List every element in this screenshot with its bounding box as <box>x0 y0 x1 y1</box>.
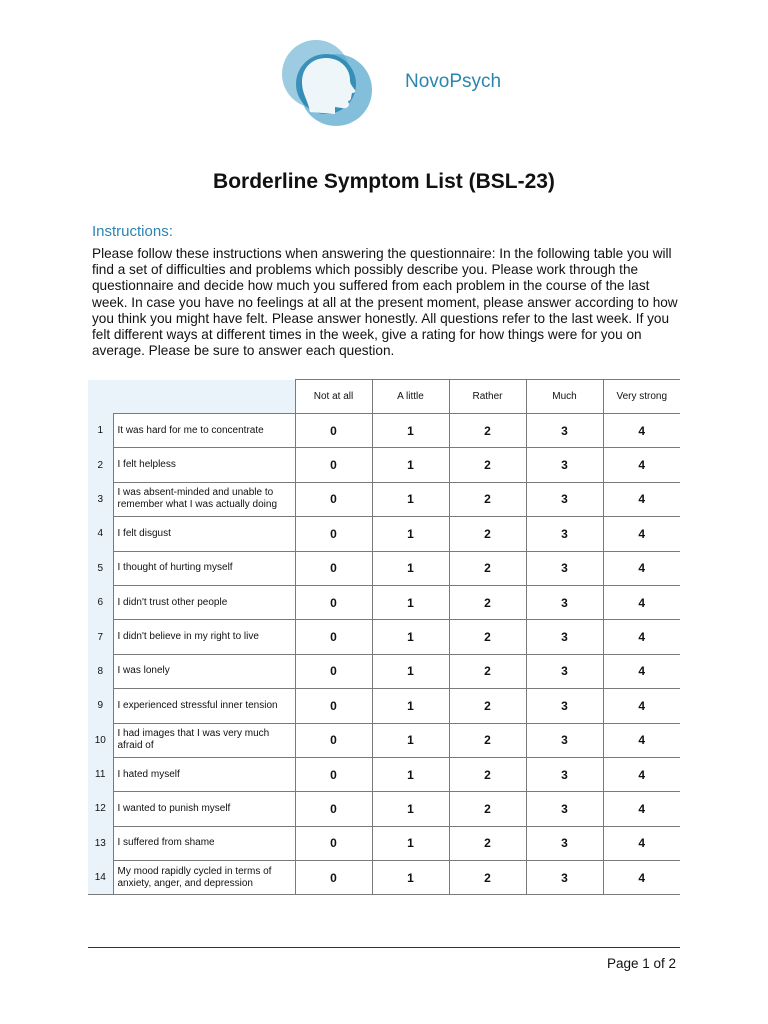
rating-option-3[interactable]: 3 <box>526 414 603 448</box>
rating-option-3[interactable]: 3 <box>526 551 603 585</box>
item-number: 6 <box>88 585 113 619</box>
table-row <box>88 861 680 895</box>
rating-option-3[interactable]: 3 <box>526 517 603 551</box>
rating-option-3[interactable]: 3 <box>526 585 603 619</box>
rating-option-4[interactable]: 4 <box>603 482 680 516</box>
item-number: 5 <box>88 551 113 585</box>
rating-option-2[interactable]: 2 <box>449 551 526 585</box>
brand-name: NovoPsych <box>405 71 502 92</box>
rating-option-3[interactable]: 3 <box>526 757 603 791</box>
rating-option-2[interactable]: 2 <box>449 723 526 757</box>
rating-option-1[interactable]: 1 <box>372 723 449 757</box>
rating-option-0[interactable]: 0 <box>295 826 372 860</box>
rating-option-0[interactable]: 0 <box>295 448 372 482</box>
rating-option-4[interactable]: 4 <box>603 517 680 551</box>
rating-option-2[interactable]: 2 <box>449 414 526 448</box>
table-row <box>88 414 680 448</box>
table-row <box>88 654 680 688</box>
item-number: 11 <box>88 757 113 791</box>
rating-option-0[interactable]: 0 <box>295 757 372 791</box>
item-question: I suffered from shame <box>113 826 295 860</box>
item-question: I didn't believe in my right to live <box>113 620 295 654</box>
novopsych-logo-icon <box>272 34 380 130</box>
column-header-a-little: A little <box>372 380 449 414</box>
rating-option-4[interactable]: 4 <box>603 654 680 688</box>
rating-option-3[interactable]: 3 <box>526 826 603 860</box>
rating-option-4[interactable]: 4 <box>603 757 680 791</box>
rating-option-1[interactable]: 1 <box>372 792 449 826</box>
rating-option-0[interactable]: 0 <box>295 517 372 551</box>
item-question: I didn't trust other people <box>113 585 295 619</box>
item-number: 8 <box>88 654 113 688</box>
table-row <box>88 689 680 723</box>
item-number: 10 <box>88 723 113 757</box>
table-row <box>88 551 680 585</box>
rating-option-2[interactable]: 2 <box>449 757 526 791</box>
rating-option-2[interactable]: 2 <box>449 792 526 826</box>
table-row <box>88 517 680 551</box>
table-row <box>88 482 680 516</box>
item-number: 1 <box>88 414 113 448</box>
item-question: I experienced stressful inner tension <box>113 689 295 723</box>
rating-option-2[interactable]: 2 <box>449 448 526 482</box>
rating-option-4[interactable]: 4 <box>603 792 680 826</box>
page-number: Page 1 of 2 <box>606 956 676 971</box>
rating-option-2[interactable]: 2 <box>449 654 526 688</box>
item-question: I had images that I was very much afraid of <box>113 723 295 757</box>
rating-option-1[interactable]: 1 <box>372 414 449 448</box>
item-question: I thought of hurting myself <box>113 551 295 585</box>
rating-option-4[interactable]: 4 <box>603 414 680 448</box>
item-number: 2 <box>88 448 113 482</box>
item-number: 13 <box>88 826 113 860</box>
table-row <box>88 792 680 826</box>
table-row <box>88 826 680 860</box>
rating-option-0[interactable]: 0 <box>295 414 372 448</box>
footer-divider <box>88 947 680 948</box>
table-row <box>88 723 680 757</box>
rating-option-1[interactable]: 1 <box>372 826 449 860</box>
rating-option-4[interactable]: 4 <box>603 689 680 723</box>
rating-option-3[interactable]: 3 <box>526 620 603 654</box>
rating-option-2[interactable]: 2 <box>449 482 526 516</box>
header-number-cell <box>88 380 113 414</box>
item-question: I wanted to punish myself <box>113 792 295 826</box>
column-header-very-strong: Very strong <box>603 380 680 414</box>
rating-option-0[interactable]: 0 <box>295 689 372 723</box>
instructions-text: Please follow these instructions when answering the questionnaire: In the following table you will find a set of difficulties and problems which possibly describe you. Please work through the questionnaire and decide how much you suffered from each problem in the course of the last week. In case you have no feelings at all at the present moment, please answer according to how you think you might have felt. Please answer honestly. All questions refer to the last week. If you felt different ways at different times in the week, give a rating for how things were for you on average. Please be sure to answer each question. <box>92 246 678 359</box>
rating-option-1[interactable]: 1 <box>372 861 449 895</box>
rating-option-4[interactable]: 4 <box>603 620 680 654</box>
rating-option-2[interactable]: 2 <box>449 861 526 895</box>
item-number: 14 <box>88 861 113 895</box>
item-question: I felt disgust <box>113 517 295 551</box>
rating-option-2[interactable]: 2 <box>449 826 526 860</box>
rating-option-3[interactable]: 3 <box>526 654 603 688</box>
rating-option-2[interactable]: 2 <box>449 689 526 723</box>
rating-option-1[interactable]: 1 <box>372 620 449 654</box>
rating-option-4[interactable]: 4 <box>603 585 680 619</box>
table-row <box>88 585 680 619</box>
item-question: I was absent-minded and unable to remember what I was actually doing <box>113 482 295 516</box>
rating-option-0[interactable]: 0 <box>295 792 372 826</box>
table-row <box>88 620 680 654</box>
item-number: 12 <box>88 792 113 826</box>
rating-option-0[interactable]: 0 <box>295 620 372 654</box>
rating-option-1[interactable]: 1 <box>372 654 449 688</box>
rating-option-1[interactable]: 1 <box>372 585 449 619</box>
rating-option-2[interactable]: 2 <box>449 620 526 654</box>
table-header-row <box>88 380 680 414</box>
item-question: I was lonely <box>113 654 295 688</box>
rating-option-1[interactable]: 1 <box>372 482 449 516</box>
rating-option-4[interactable]: 4 <box>603 448 680 482</box>
rating-option-1[interactable]: 1 <box>372 551 449 585</box>
rating-option-3[interactable]: 3 <box>526 861 603 895</box>
rating-option-1[interactable]: 1 <box>372 448 449 482</box>
questionnaire-table <box>88 379 680 895</box>
item-question: My mood rapidly cycled in terms of anxiety, anger, and depression <box>113 861 295 895</box>
rating-option-4[interactable]: 4 <box>603 861 680 895</box>
rating-option-2[interactable]: 2 <box>449 585 526 619</box>
column-header-much: Much <box>526 380 603 414</box>
rating-option-1[interactable]: 1 <box>372 517 449 551</box>
item-number: 7 <box>88 620 113 654</box>
header-question-cell <box>113 380 295 414</box>
rating-option-4[interactable]: 4 <box>603 826 680 860</box>
rating-option-2[interactable]: 2 <box>449 517 526 551</box>
rating-option-0[interactable]: 0 <box>295 482 372 516</box>
item-question: I felt helpless <box>113 448 295 482</box>
table-row <box>88 757 680 791</box>
item-question: It was hard for me to concentrate <box>113 414 295 448</box>
item-number: 4 <box>88 517 113 551</box>
item-number: 3 <box>88 482 113 516</box>
rating-option-1[interactable]: 1 <box>372 757 449 791</box>
rating-option-3[interactable]: 3 <box>526 689 603 723</box>
instructions-heading: Instructions: <box>92 223 173 240</box>
rating-option-3[interactable]: 3 <box>526 723 603 757</box>
rating-option-0[interactable]: 0 <box>295 551 372 585</box>
column-header-not-at-all: Not at all <box>295 380 372 414</box>
item-question: I hated myself <box>113 757 295 791</box>
rating-option-4[interactable]: 4 <box>603 551 680 585</box>
column-header-rather: Rather <box>449 380 526 414</box>
rating-option-1[interactable]: 1 <box>372 689 449 723</box>
rating-option-4[interactable]: 4 <box>603 723 680 757</box>
table-row <box>88 448 680 482</box>
rating-option-0[interactable]: 0 <box>295 585 372 619</box>
document-title: Borderline Symptom List (BSL-23) <box>213 170 555 193</box>
rating-option-0[interactable]: 0 <box>295 654 372 688</box>
rating-option-3[interactable]: 3 <box>526 792 603 826</box>
rating-option-0[interactable]: 0 <box>295 723 372 757</box>
item-number: 9 <box>88 689 113 723</box>
rating-option-0[interactable]: 0 <box>295 861 372 895</box>
rating-option-3[interactable]: 3 <box>526 448 603 482</box>
rating-option-3[interactable]: 3 <box>526 482 603 516</box>
